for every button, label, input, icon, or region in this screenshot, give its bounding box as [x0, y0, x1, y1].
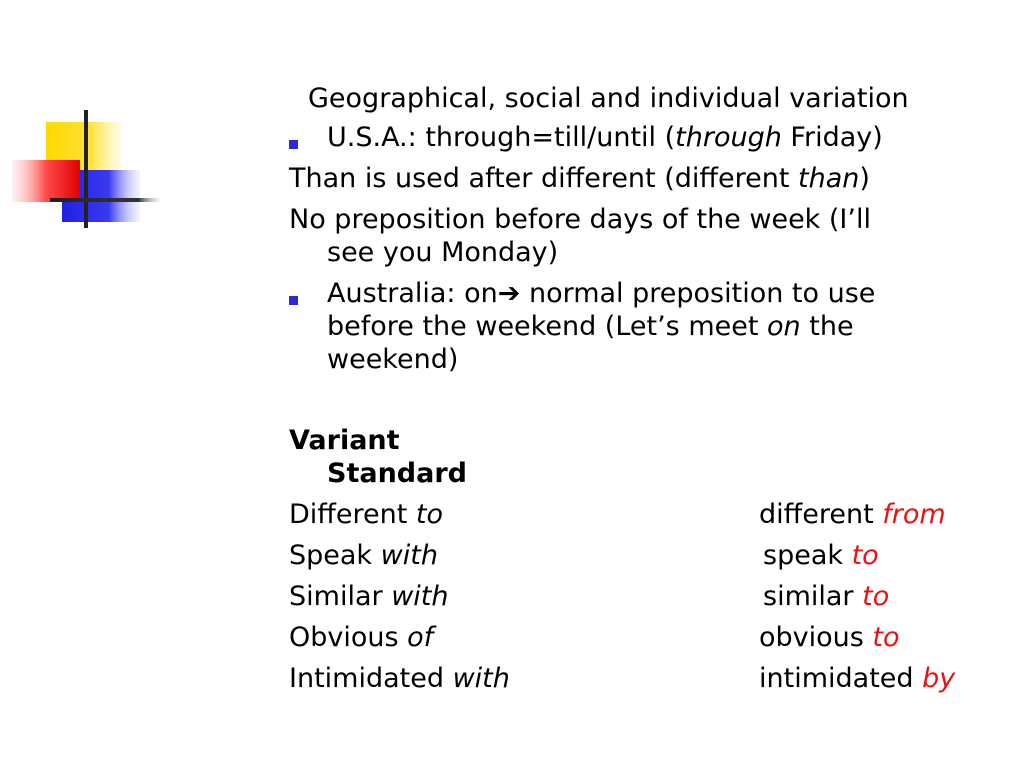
standard-item: intimidated by — [759, 663, 956, 694]
red-square — [12, 160, 80, 202]
standard-item: different from — [759, 499, 946, 530]
variant-item: Similar with — [289, 581, 449, 612]
vertical-line — [84, 110, 88, 228]
variant-item: Speak with — [289, 540, 438, 571]
australia-line-1: Australia: on➔ normal preposition to use — [327, 278, 876, 309]
usa-line: U.S.A.: through=till/until (through Friday) — [327, 122, 883, 153]
horizontal-line — [50, 198, 160, 202]
bullet-marker — [289, 296, 298, 305]
variant-item: Obvious of — [289, 622, 434, 653]
days-line-1: No preposition before days of the week (I’ll — [289, 204, 871, 235]
variant-header: Variant — [289, 425, 400, 456]
slide-title-text: Geographical, social and individual variation — [308, 83, 909, 114]
variant-item: Different to — [289, 499, 444, 530]
slide-title — [308, 82, 909, 116]
days-line-2: see you Monday) — [327, 237, 559, 268]
arrow-icon: ➔ — [497, 278, 521, 309]
than-line: Than is used after different (different than) — [289, 163, 870, 194]
bullet-marker — [289, 140, 298, 149]
variant-item: Intimidated with — [289, 663, 510, 694]
standard-header: Standard — [327, 458, 467, 489]
australia-line-2: before the weekend (Let’s meet on the — [327, 311, 854, 342]
standard-item: obvious to — [759, 622, 900, 653]
standard-item: speak to — [763, 540, 879, 571]
australia-line-3: weekend) — [327, 344, 459, 375]
standard-item: similar to — [763, 581, 890, 612]
corner-decoration — [0, 0, 160, 240]
